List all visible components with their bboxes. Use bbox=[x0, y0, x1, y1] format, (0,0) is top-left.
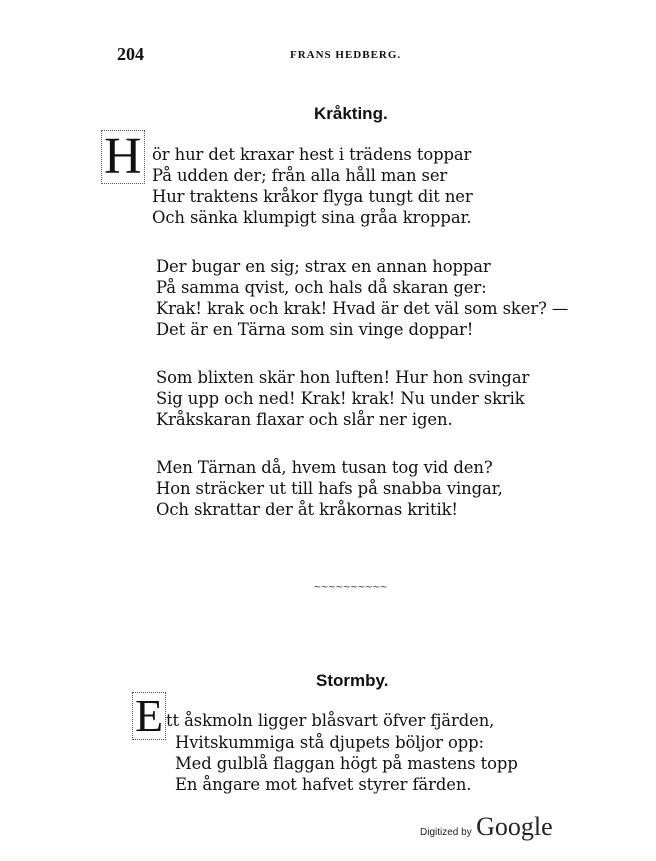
ornament-divider: ~~~~~~~~~~ bbox=[313, 582, 387, 593]
verse-line: En ångare mot hafvet styrer färden. bbox=[175, 775, 472, 794]
digitized-by-label: Digitized by bbox=[420, 827, 472, 838]
verse-line: Och skrattar der åt kråkornas kritik! bbox=[156, 500, 458, 519]
google-logo: Google bbox=[476, 812, 553, 841]
drop-cap: E bbox=[132, 692, 166, 740]
verse-line: Krak! krak och krak! Hvad är det väl som sker? — bbox=[156, 299, 569, 318]
poem-title: Kråkting. bbox=[314, 104, 388, 123]
verse-line: ör hur det kraxar hest i trädens toppar bbox=[152, 145, 472, 164]
verse-line: Der bugar en sig; strax en annan hoppar bbox=[156, 257, 491, 276]
verse-line: Med gulblå flaggan högt på mastens topp bbox=[175, 754, 518, 773]
poem-title: Stormby. bbox=[316, 671, 389, 690]
verse-line: Hon sträcker ut till hafs på snabba vingar, bbox=[156, 479, 503, 498]
page-number: 204 bbox=[117, 44, 144, 64]
verse-line: Det är en Tärna som sin vinge doppar! bbox=[156, 320, 474, 339]
verse-line: Och sänka klumpigt sina gråa kroppar. bbox=[152, 208, 472, 227]
verse-line: Men Tärnan då, hvem tusan tog vid den? bbox=[156, 458, 493, 477]
digitized-by-google-watermark bbox=[420, 812, 553, 842]
verse-line: Hur traktens kråkor flyga tungt dit ner bbox=[152, 187, 473, 206]
verse-line: Sig upp och ned! Krak! krak! Nu under skrik bbox=[156, 389, 525, 408]
verse-line: tt åskmoln ligger blåsvart öfver fjärden, bbox=[166, 711, 495, 730]
verse-line: På udden der; från alla håll man ser bbox=[152, 166, 448, 185]
verse-line: Kråkskaran flaxar och slår ner igen. bbox=[156, 410, 453, 429]
drop-cap: H bbox=[101, 130, 145, 184]
verse-line: Hvitskummiga stå djupets böljor opp: bbox=[175, 733, 484, 752]
running-head: FRANS HEDBERG. bbox=[290, 49, 402, 61]
verse-line: Som blixten skär hon luften! Hur hon svingar bbox=[156, 368, 530, 387]
verse-line: På samma qvist, och hals då skaran ger: bbox=[156, 278, 487, 297]
